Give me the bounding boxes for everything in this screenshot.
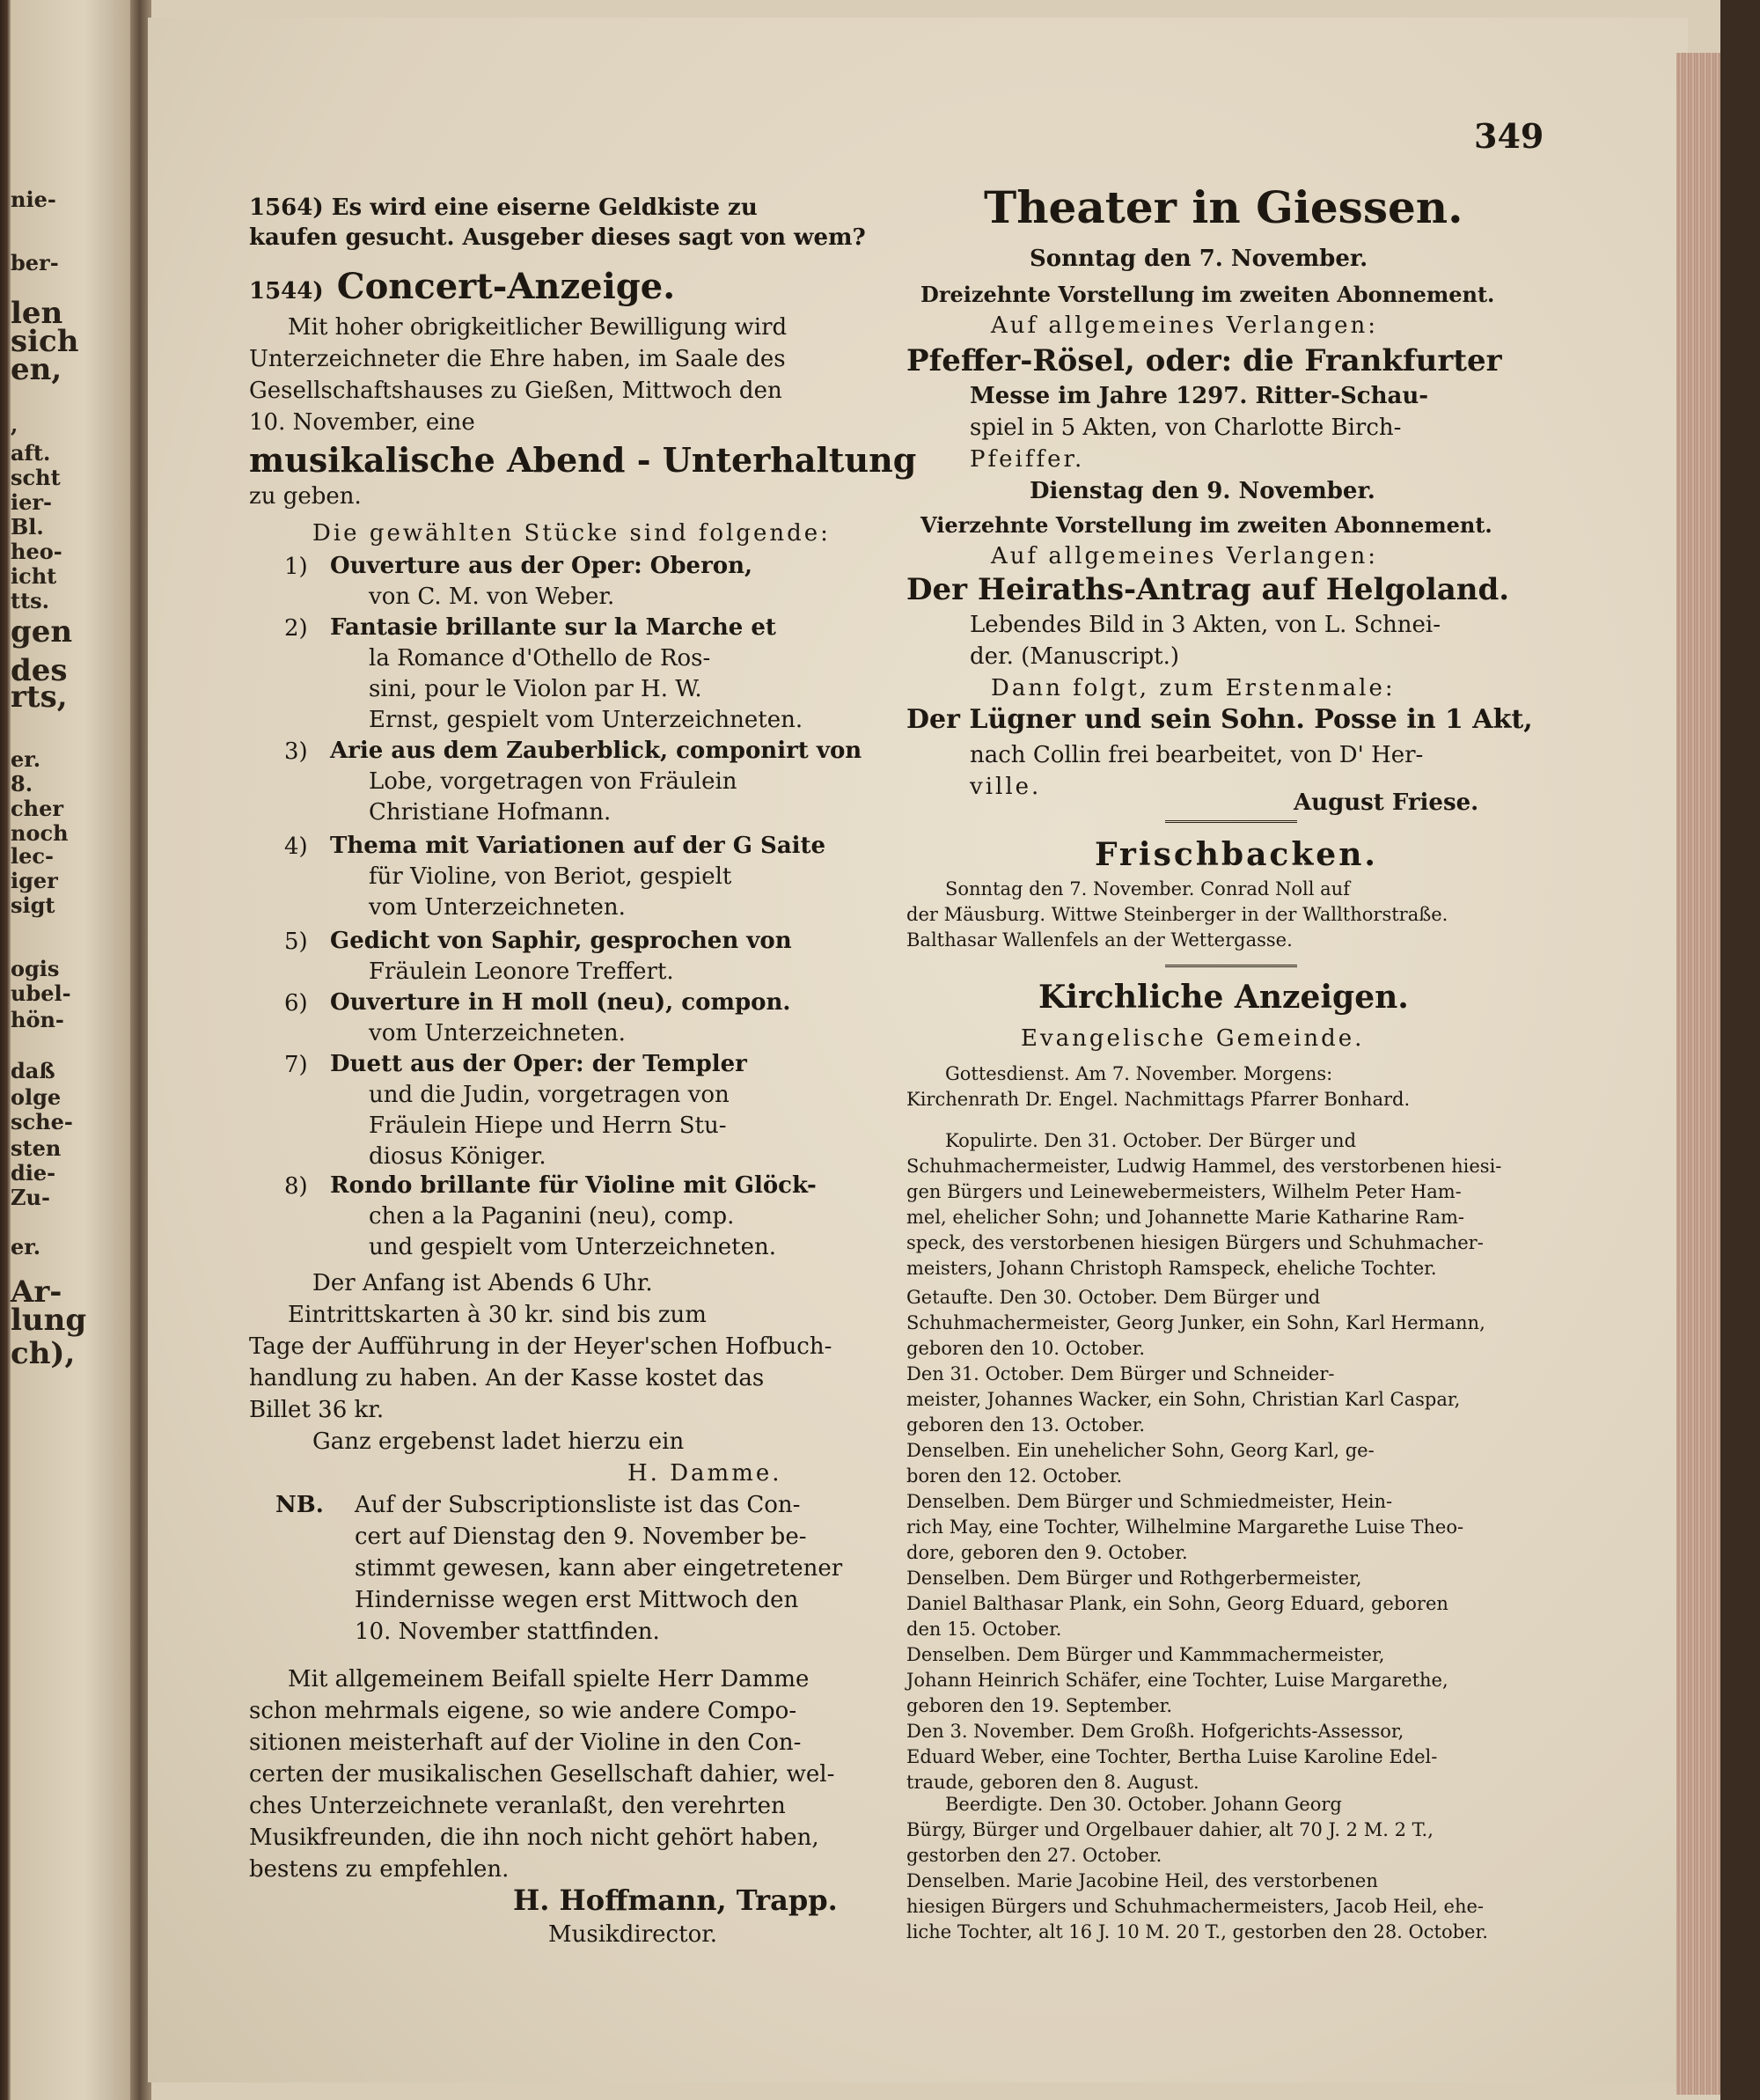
left-page-fragment: aft. bbox=[11, 440, 51, 466]
intro-line: 10. November, eine bbox=[249, 409, 475, 436]
program-item-line: Arie aus dem Zauberblick, componirt von bbox=[330, 738, 862, 764]
frischbacken-text bbox=[906, 877, 1448, 953]
left-page-fragment: sche- bbox=[11, 1109, 73, 1134]
frischbacken-line: der Mäusburg. Wittwe Steinberger in der Wallthorstraße. bbox=[906, 904, 1448, 925]
left-page-fragment: er. bbox=[11, 746, 41, 772]
applause-line: ches Unterzeichnete veranlaßt, den verehrten bbox=[249, 1793, 786, 1819]
program-item-line: Ouverture aus der Oper: Oberon, bbox=[330, 553, 753, 579]
program-item-line: Lobe, vorgetragen von Fräulein bbox=[369, 768, 737, 795]
left-page-fragment: 8. bbox=[11, 771, 33, 797]
left-page-fragment: Ar- bbox=[11, 1274, 62, 1310]
sunday-play-line1: Pfeffer-Rösel, oder: die Frankfurter bbox=[906, 343, 1502, 378]
left-page-fragment: ubel- bbox=[11, 980, 71, 1006]
program-item-line: sini, pour le Violon par H. W. bbox=[369, 676, 702, 702]
tuesday-play2-line1: Der Lügner und sein Sohn. Posse in 1 Akt, bbox=[906, 704, 1533, 735]
program-item-line: chen a la Paganini (neu), comp. bbox=[369, 1203, 735, 1230]
baptisms-line: Denselben. Dem Bürger und Schmiedmeister, Hein- bbox=[906, 1491, 1393, 1512]
baptisms-line: geboren den 10. October. bbox=[906, 1338, 1146, 1359]
tickets-line: handlung zu haben. An der Kasse kostet das bbox=[249, 1365, 765, 1391]
zu-geben: zu geben. bbox=[249, 483, 362, 510]
program-item-line: Fräulein Leonore Treffert. bbox=[369, 958, 674, 985]
tuesday-request: Auf allgemeines Verlangen: bbox=[991, 543, 1378, 569]
ad-1564-line2: kaufen gesucht. Ausgeber dieses sagt von wem? bbox=[249, 224, 866, 251]
left-page-fragment: ogis bbox=[11, 956, 60, 981]
left-page-fragment: iger bbox=[11, 868, 58, 893]
burials-line: Beerdigte. Den 30. October. Johann Georg bbox=[945, 1794, 1342, 1815]
program-item-line: la Romance d'Othello de Ros- bbox=[369, 645, 711, 672]
sunday-play-line4: Pfeiffer. bbox=[970, 446, 1085, 473]
tuesday-play2-line2: nach Collin frei bearbeitet, von D' Her- bbox=[970, 742, 1424, 768]
applause-line: Musikfreunden, die ihn noch nicht gehört haben, bbox=[249, 1825, 819, 1851]
baptisms-line: boren den 12. October. bbox=[906, 1465, 1123, 1487]
left-page-fragment: heo- bbox=[11, 539, 62, 564]
program-item-line: Rondo brillante für Violine mit Glöck- bbox=[330, 1172, 817, 1199]
baptisms-line: dore, geboren den 9. October. bbox=[906, 1542, 1188, 1563]
nb-text bbox=[355, 1489, 842, 1648]
marriages-line: gen Bürgers und Leinewebermeisters, Wilhelm Peter Ham- bbox=[906, 1181, 1462, 1202]
burials-line: Bürgy, Bürger und Orgelbauer dahier, alt 70 J. 2 M. 2 T., bbox=[906, 1819, 1434, 1840]
program-item-line: Gedicht von Saphir, gesprochen von bbox=[330, 928, 792, 954]
left-page-fragment: icht bbox=[11, 563, 57, 589]
burials-line: Denselben. Marie Jacobine Heil, des verstorbenen bbox=[906, 1870, 1378, 1891]
program-item-line: vom Unterzeichneten. bbox=[369, 894, 626, 921]
baptisms-line: Denselben. Dem Bürger und Kammmachermeister, bbox=[906, 1644, 1385, 1665]
baptisms-text bbox=[906, 1285, 1485, 1795]
tuesday-performance: Vierzehnte Vorstellung im zweiten Abonnement. bbox=[920, 512, 1492, 538]
baptisms-line: rich May, eine Tochter, Wilhelmine Margarethe Luise Theo- bbox=[906, 1516, 1464, 1538]
program-item-line: Thema mit Variationen auf der G Saite bbox=[330, 833, 826, 859]
marriages-line: meisters, Johann Christoph Ramspeck, eheliche Tochter. bbox=[906, 1258, 1437, 1279]
theater-signature: August Friese. bbox=[1294, 789, 1479, 816]
baptisms-line: den 15. October. bbox=[906, 1619, 1062, 1640]
concert-heading bbox=[249, 266, 675, 307]
invitation: Ganz ergebenst ladet hierzu ein bbox=[312, 1428, 685, 1455]
program-item-line: Fantasie brillante sur la Marche et bbox=[330, 614, 776, 641]
sunday-play-line3: spiel in 5 Akten, von Charlotte Birch- bbox=[970, 415, 1402, 441]
program-item-line: diosus Königer. bbox=[369, 1143, 546, 1170]
program-item-number: 4) bbox=[284, 833, 308, 860]
church-title: Kirchliche Anzeigen. bbox=[1038, 979, 1409, 1016]
burials-text bbox=[906, 1792, 1488, 1945]
left-page-fragment: ier- bbox=[11, 489, 52, 515]
frischbacken-line: Sonntag den 7. November. Conrad Noll auf bbox=[945, 878, 1350, 899]
program-item-number: 7) bbox=[284, 1052, 308, 1078]
left-page-fragment: olge bbox=[11, 1084, 62, 1110]
left-page-strip bbox=[11, 0, 134, 2100]
left-page-fragment: scht bbox=[11, 465, 61, 490]
left-page-fragment: die- bbox=[11, 1160, 56, 1186]
page-edges bbox=[1676, 53, 1760, 2095]
left-page-fragment: ch), bbox=[11, 1336, 76, 1371]
event-title: musikalische Abend - Unterhaltung bbox=[249, 440, 917, 480]
program-item-line: Ouverture in H moll (neu), compon. bbox=[330, 989, 791, 1016]
baptisms-line: geboren den 13. October. bbox=[906, 1414, 1146, 1435]
baptisms-line: Getaufte. Den 30. October. Dem Bürger und bbox=[906, 1287, 1321, 1308]
page-number: 349 bbox=[1474, 116, 1544, 156]
intro-text bbox=[249, 312, 787, 438]
program-item-number: 3) bbox=[284, 738, 308, 765]
program-item-line: Duett aus der Oper: der Templer bbox=[330, 1051, 747, 1077]
baptisms-line: traude, geboren den 8. August. bbox=[906, 1772, 1199, 1793]
applause-line: schon mehrmals eigene, so wie andere Compo- bbox=[249, 1698, 797, 1724]
applause-line: certen der musikalischen Gesellschaft dahier, wel- bbox=[249, 1761, 835, 1788]
left-page-fragment: gen bbox=[11, 614, 73, 650]
left-page-fragment: cher bbox=[11, 796, 63, 821]
signature-hoffmann: H. Hoffmann, Trapp. bbox=[513, 1883, 838, 1917]
tuesday-play-line2: Lebendes Bild in 3 Akten, von L. Schnei- bbox=[970, 612, 1441, 638]
program-item-number: 1) bbox=[284, 554, 308, 580]
marriages-line: Schuhmachermeister, Ludwig Hammel, des verstorbenen hiesi- bbox=[906, 1156, 1502, 1177]
tickets-text bbox=[249, 1299, 832, 1426]
tuesday-play-line1: Der Heiraths-Antrag auf Helgoland. bbox=[906, 572, 1510, 607]
divider-1 bbox=[1165, 820, 1297, 823]
nb-line: Hindernisse wegen erst Mittwoch den bbox=[355, 1587, 799, 1613]
signature-damme: H. Damme. bbox=[627, 1460, 782, 1487]
left-page-fragment: , bbox=[11, 412, 18, 437]
baptisms-line: Schuhmachermeister, Georg Junker, ein Sohn, Karl Hermann, bbox=[906, 1312, 1485, 1333]
service-text bbox=[906, 1061, 1410, 1112]
applause-line: Mit allgemeinem Beifall spielte Herr Damme bbox=[288, 1666, 810, 1692]
applause-line: sitionen meisterhaft auf der Violine in den Con- bbox=[249, 1729, 802, 1756]
baptisms-line: Denselben. Ein unehelicher Sohn, Georg Karl, ge- bbox=[906, 1440, 1375, 1461]
left-page-fragment: rts, bbox=[11, 679, 68, 715]
intro-line: Gesellschaftshauses zu Gießen, Mittwoch den bbox=[249, 378, 782, 404]
tuesday-then: Dann folgt, zum Erstenmale: bbox=[991, 675, 1396, 701]
intro-line: Mit hoher obrigkeitlicher Bewilligung wird bbox=[288, 314, 788, 341]
theater-title: Theater in Giessen. bbox=[984, 181, 1463, 233]
program-item-line: Fräulein Hiepe und Herrn Stu- bbox=[369, 1112, 727, 1139]
nb-line: Auf der Subscriptionsliste ist das Con- bbox=[355, 1492, 801, 1518]
left-page-fragment: sten bbox=[11, 1135, 62, 1161]
applause-line: bestens zu empfehlen. bbox=[249, 1856, 510, 1883]
left-page-fragment: sigt bbox=[11, 892, 55, 918]
left-page-fragment: Bl. bbox=[11, 514, 44, 540]
program-item-line: Christiane Hofmann. bbox=[369, 799, 612, 826]
sunday-date: Sonntag den 7. November. bbox=[1030, 246, 1368, 272]
left-page-fragment: des bbox=[11, 653, 68, 688]
marriages-line: Kopulirte. Den 31. October. Der Bürger und bbox=[945, 1130, 1357, 1151]
marriages-line: speck, des verstorbenen hiesigen Bürgers und Schuhmacher- bbox=[906, 1232, 1484, 1253]
service-line: Gottesdienst. Am 7. November. Morgens: bbox=[945, 1063, 1333, 1084]
ad-1564-line1: 1564) Es wird eine eiserne Geldkiste zu bbox=[249, 195, 758, 221]
baptisms-line: Den 31. October. Dem Bürger und Schneider- bbox=[906, 1363, 1335, 1384]
tickets-line: Billet 36 kr. bbox=[249, 1397, 385, 1423]
intro-line: Unterzeichneter die Ehre haben, im Saale des bbox=[249, 346, 786, 372]
left-page-fragment: len bbox=[11, 296, 63, 331]
marriages-text bbox=[906, 1128, 1501, 1281]
program-item-line: von C. M. von Weber. bbox=[369, 584, 615, 610]
tickets-line: Tage der Aufführung in der Heyer'schen Hofbuch- bbox=[249, 1333, 832, 1360]
sunday-performance: Dreizehnte Vorstellung im zweiten Abonnement. bbox=[920, 282, 1495, 307]
program-item-number: 5) bbox=[284, 929, 308, 955]
program-item-number: 6) bbox=[284, 990, 308, 1017]
nb-label: NB. bbox=[275, 1492, 324, 1518]
nb-line: cert auf Dienstag den 9. November be- bbox=[355, 1524, 807, 1550]
divider-2 bbox=[1165, 965, 1297, 967]
tuesday-play2-line3: ville. bbox=[970, 774, 1042, 800]
burials-line: hiesigen Bürgers und Schuhmachermeisters, Jacob Heil, ehe- bbox=[906, 1896, 1484, 1917]
pieces-intro: Die gewählten Stücke sind folgende: bbox=[312, 520, 831, 547]
tuesday-date: Dienstag den 9. November. bbox=[1030, 478, 1375, 504]
left-page-fragment: daß bbox=[11, 1058, 55, 1083]
sunday-play-line2: Messe im Jahre 1297. Ritter-Schau- bbox=[970, 383, 1429, 409]
nb-line: 10. November stattfinden. bbox=[355, 1619, 660, 1645]
left-page-fragment: ber- bbox=[11, 250, 59, 275]
program-item-number: 8) bbox=[284, 1173, 308, 1200]
left-page-fragment: Zu- bbox=[11, 1185, 50, 1210]
start-time: Der Anfang ist Abends 6 Uhr. bbox=[312, 1270, 653, 1296]
tickets-line: Eintrittskarten à 30 kr. sind bis zum bbox=[288, 1302, 707, 1328]
burials-line: liche Tochter, alt 16 J. 10 M. 20 T., gestorben den 28. October. bbox=[906, 1921, 1488, 1942]
applause-text bbox=[249, 1663, 834, 1885]
program-item-line: vom Unterzeichneten. bbox=[369, 1020, 626, 1046]
left-page-fragment: noch bbox=[11, 820, 69, 846]
left-page-fragment: er. bbox=[11, 1234, 41, 1259]
program-item-line: Ernst, gespielt vom Unterzeichneten. bbox=[369, 707, 803, 733]
marriages-line: mel, ehelicher Sohn; und Johannette Marie Katharine Ram- bbox=[906, 1207, 1464, 1228]
baptisms-line: Eduard Weber, eine Tochter, Bertha Luise Karoline Edel- bbox=[906, 1746, 1438, 1767]
frischbacken-line: Balthasar Wallenfels an der Wettergasse. bbox=[906, 929, 1293, 951]
tuesday-play-line3: der. (Manuscript.) bbox=[970, 643, 1180, 670]
baptisms-line: Denselben. Dem Bürger und Rothgerbermeister, bbox=[906, 1568, 1362, 1589]
program-item-line: und die Judin, vorgetragen von bbox=[369, 1082, 730, 1108]
left-page-fragment: en, bbox=[11, 352, 62, 387]
burials-line: gestorben den 27. October. bbox=[906, 1845, 1162, 1866]
left-page-fragment: nie- bbox=[11, 187, 56, 212]
baptisms-line: Den 3. November. Dem Großh. Hofgerichts-Assessor, bbox=[906, 1721, 1404, 1742]
service-line: Kirchenrath Dr. Engel. Nachmittags Pfarrer Bonhard. bbox=[906, 1089, 1411, 1110]
left-page-fragment: hön- bbox=[11, 1007, 64, 1032]
program-item-line: und gespielt vom Unterzeichneten. bbox=[369, 1234, 777, 1260]
evangelical-title: Evangelische Gemeinde. bbox=[1021, 1025, 1365, 1052]
baptisms-line: Daniel Balthasar Plank, ein Sohn, Georg Eduard, geboren bbox=[906, 1593, 1448, 1614]
program-item-number: 2) bbox=[284, 615, 308, 642]
signature-title: Musikdirector. bbox=[548, 1921, 718, 1948]
concert-title: Concert-Anzeige. bbox=[336, 266, 676, 307]
baptisms-line: meister, Johannes Wacker, ein Sohn, Christian Karl Caspar, bbox=[906, 1389, 1461, 1410]
frischbacken-title: Frischbacken. bbox=[1095, 836, 1378, 873]
sunday-request: Auf allgemeines Verlangen: bbox=[991, 312, 1378, 339]
baptisms-line: geboren den 19. September. bbox=[906, 1695, 1173, 1716]
nb-line: stimmt gewesen, kann aber eingetretener bbox=[355, 1555, 843, 1582]
left-page-fragment: sich bbox=[11, 324, 79, 359]
left-page-fragment: lec- bbox=[11, 843, 54, 869]
left-page-fragment: lung bbox=[11, 1303, 87, 1338]
ad-1544-number: 1544) bbox=[249, 278, 324, 305]
left-page-fragment: tts. bbox=[11, 588, 50, 613]
program-item-line: für Violine, von Beriot, gespielt bbox=[369, 863, 732, 890]
baptisms-line: Johann Heinrich Schäfer, eine Tochter, Luise Margarethe, bbox=[906, 1670, 1448, 1691]
